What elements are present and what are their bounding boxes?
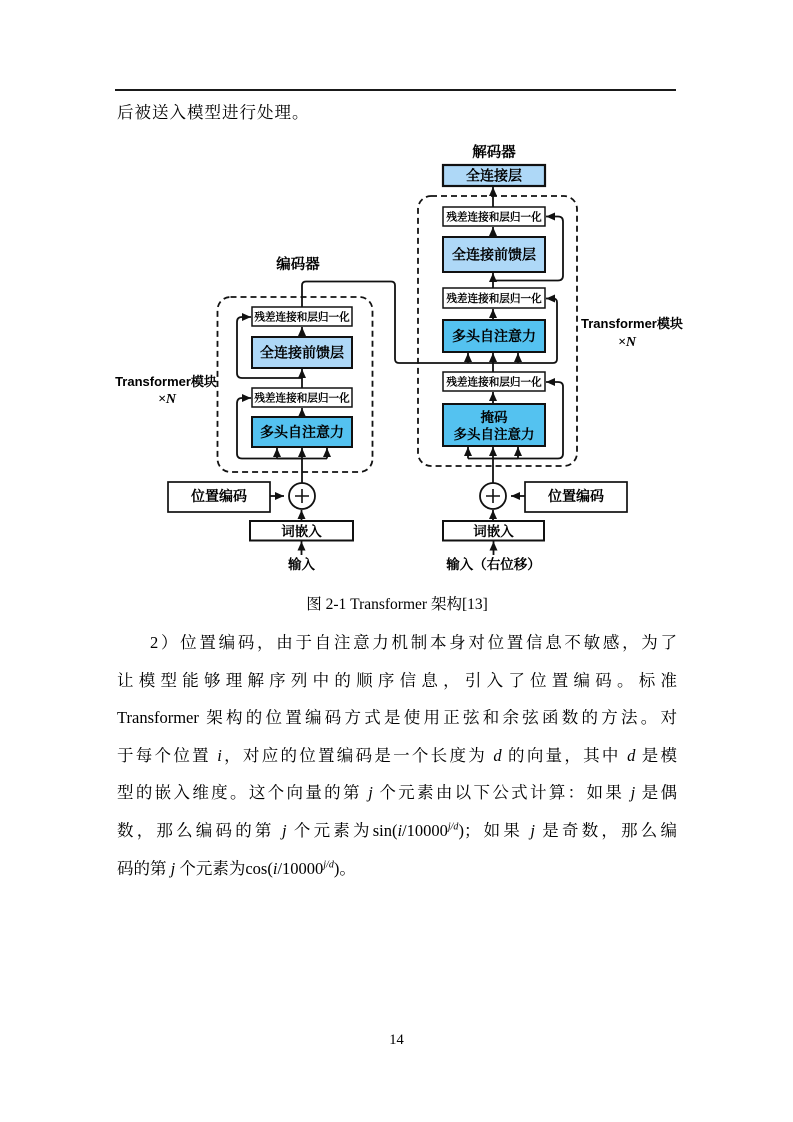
decoder-input-chain xyxy=(443,482,627,572)
decoder-title: 解码器 xyxy=(472,145,516,161)
decoder-embedding-box xyxy=(443,521,544,541)
svg-text:残差连接和层归一化: 残差连接和层归一化 xyxy=(254,392,350,405)
encoder-input-label: 输入 xyxy=(288,557,315,572)
svg-text:残差连接和层归一化: 残差连接和层归一化 xyxy=(446,376,542,389)
encoder-ffn-box xyxy=(252,337,352,368)
svg-text:全连接前馈层: 全连接前馈层 xyxy=(260,344,344,361)
svg-text:全连接层: 全连接层 xyxy=(466,167,522,184)
svg-text:全连接前馈层: 全连接前馈层 xyxy=(452,246,536,263)
top-paragraph: 后被送入模型进行处理。 xyxy=(117,103,310,122)
svg-text:词嵌入: 词嵌入 xyxy=(473,524,514,539)
decoder-input-label: 输入（右位移） xyxy=(446,557,541,572)
paragraph-line: 让模型能够理解序列中的顺序信息，引入了位置编码。标准 xyxy=(117,670,677,690)
decoder-residual2-box xyxy=(443,288,545,308)
svg-text:残差连接和层归一化: 残差连接和层归一化 xyxy=(446,211,542,224)
header-rule xyxy=(115,89,676,91)
decoder-module-multiplier: ×N xyxy=(617,335,637,350)
encoder-residual2-box xyxy=(252,388,352,407)
svg-text:掩码: 掩码 xyxy=(480,410,508,425)
encoder-module-label: Transformer模块 xyxy=(115,374,217,389)
svg-text:多头自注意力: 多头自注意力 xyxy=(260,424,344,440)
svg-text:残差连接和层归一化: 残差连接和层归一化 xyxy=(254,311,350,324)
paragraph-line: 码的第 j 个元素为$\cos(i/10000^{j/d})$。 xyxy=(117,858,356,878)
svg-text:多头自注意力: 多头自注意力 xyxy=(452,328,536,344)
paragraph-line: 于每个位置 i，对应的位置编码是一个长度为 d 的向量，其中 d 是模 xyxy=(117,745,678,765)
svg-text:词嵌入: 词嵌入 xyxy=(281,524,322,539)
paragraph-line: 数，那么编码的第 j 个元素为$\sin(i/10000^{j/d})$；如果 j 是奇数，那么编 xyxy=(117,820,678,840)
svg-text:位置编码: 位置编码 xyxy=(548,488,604,504)
decoder-module-label: Transformer模块 xyxy=(581,316,683,331)
svg-text:位置编码: 位置编码 xyxy=(191,488,247,504)
decoder-fc-box xyxy=(443,165,545,186)
decoder-residual3-box xyxy=(443,372,545,391)
paragraph-line: Transformer 架构的位置编码方式是使用正弦和余弦函数的方法。对 xyxy=(117,708,677,728)
encoder-title: 编码器 xyxy=(276,257,320,273)
decoder-ffn-box xyxy=(443,237,545,272)
decoder-block xyxy=(418,143,683,572)
transformer-architecture-diagram xyxy=(0,135,793,595)
decoder-pos-encoding-box xyxy=(525,482,627,512)
decoder-residual1-box xyxy=(443,207,545,226)
paragraph-line: 2）位置编码，由于自注意力机制本身对位置信息不敏感，为了 xyxy=(150,633,677,652)
figure-caption: 图 2-1 Transformer 架构[13] xyxy=(306,596,488,613)
decoder-mha-box xyxy=(443,320,545,352)
page-number: 14 xyxy=(389,1032,404,1048)
encoder-embedding-box xyxy=(250,521,353,541)
encoder-module-multiplier: ×N xyxy=(157,392,177,407)
encoder-pos-encoding-box xyxy=(168,482,270,512)
encoder-mha-box xyxy=(252,417,352,447)
encoder-residual1-box xyxy=(252,307,352,326)
body-paragraph xyxy=(117,624,677,887)
paragraph-line: 型的嵌入维度。这个向量的第 j 个元素由以下公式计算：如果 j 是偶 xyxy=(117,783,678,803)
decoder-masked-mha-box xyxy=(443,404,545,446)
svg-text:残差连接和层归一化: 残差连接和层归一化 xyxy=(446,293,542,305)
svg-text:多头自注意力: 多头自注意力 xyxy=(453,427,535,442)
encoder-input-chain xyxy=(168,482,353,572)
